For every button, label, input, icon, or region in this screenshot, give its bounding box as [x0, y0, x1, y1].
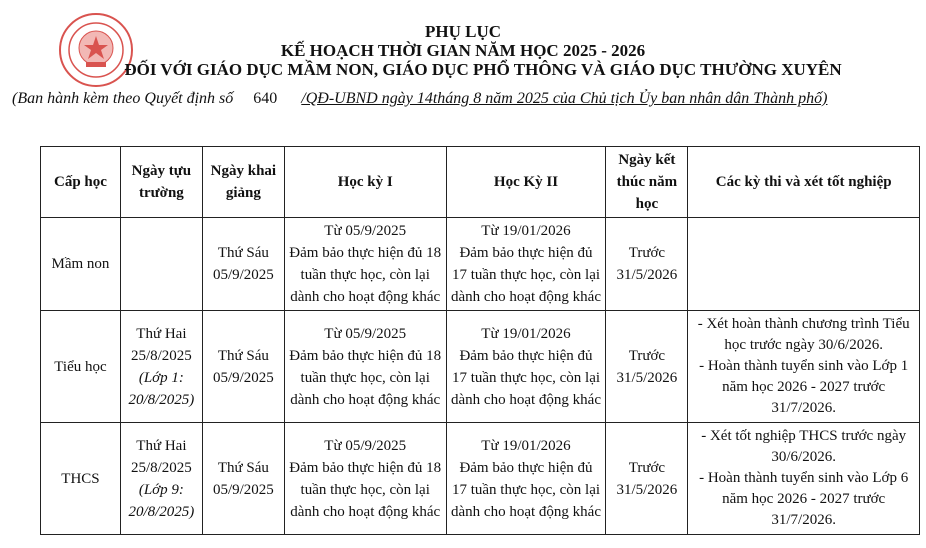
exams-cell: - Xét hoàn thành chương trình Tiểu học trước ngày 30/6/2026. - Hoàn thành tuyển sinh vào Lớp 1 năm học 2026 - 2027 trước 31/7/2026. [688, 311, 920, 423]
header-semester-2: Học Kỳ II [446, 147, 606, 218]
header-semester-1: Học kỳ I [284, 147, 446, 218]
opening-cell: Thứ Sáu 05/9/2025 [202, 218, 284, 311]
gathering-cell: Thứ Hai 25/8/2025 (Lớp 9: 20/8/2025) [120, 423, 202, 535]
end-cell: Trước 31/5/2026 [606, 218, 688, 311]
header-level: Cấp học [41, 147, 121, 218]
table-row [41, 423, 920, 535]
exams-cell [688, 218, 920, 311]
semester-2-cell: Từ 19/01/2026 Đảm bảo thực hiện đủ 17 tuần thực học, còn lại dành cho hoạt động khác [446, 423, 606, 535]
plan-scope: ĐỐI VỚI GIÁO DỤC MẦM NON, GIÁO DỤC PHỔ THÔNG VÀ GIÁO DỤC THƯỜNG XUYÊN [124, 60, 842, 79]
gathering-cell: Thứ Hai 25/8/2025 (Lớp 1: 20/8/2025) [120, 311, 202, 423]
end-cell: Trước 31/5/2026 [606, 311, 688, 423]
semester-1-cell: Từ 05/9/2025 Đảm bảo thực hiện đủ 18 tuần thực học, còn lại dành cho hoạt động khác [284, 311, 446, 423]
decision-text-1: (Ban hành kèm theo Quyết định số [12, 90, 234, 107]
plan-title: KẾ HOẠCH THỜI GIAN NĂM HỌC 2025 - 2026 [280, 41, 646, 60]
document-header [0, 22, 926, 79]
table-row [41, 311, 920, 423]
decision-text-2: /QĐ-UBND ngày 14tháng 8 năm 2025 của Chủ tịch Ủy ban nhân dân Thành phố) [301, 90, 828, 107]
semester-2-cell: Từ 19/01/2026 Đảm bảo thực hiện đủ 17 tuần thực học, còn lại dành cho hoạt động khác [446, 218, 606, 311]
exams-cell: - Xét tốt nghiệp THCS trước ngày 30/6/2026. - Hoàn thành tuyển sinh vào Lớp 6 năm học 2026 - 2027 trước 31/7/2026. [688, 423, 920, 535]
appendix-title: PHỤ LỤC [424, 22, 502, 41]
level-cell: Tiểu học [41, 311, 121, 423]
header-gathering: Ngày tựu trường [120, 147, 202, 218]
semester-1-cell: Từ 05/9/2025 Đảm bảo thực hiện đủ 18 tuần thực học, còn lại dành cho hoạt động khác [284, 423, 446, 535]
semester-1-cell: Từ 05/9/2025 Đảm bảo thực hiện đủ 18 tuần thực học, còn lại dành cho hoạt động khác [284, 218, 446, 311]
decision-number: 640 [253, 90, 278, 107]
level-cell: THCS [41, 423, 121, 535]
header-opening: Ngày khai giảng [202, 147, 284, 218]
gathering-cell [120, 218, 202, 311]
opening-cell: Thứ Sáu 05/9/2025 [202, 423, 284, 535]
decision-reference [12, 90, 922, 108]
level-cell: Mầm non [41, 218, 121, 311]
header-exams: Các kỳ thi và xét tốt nghiệp [688, 147, 920, 218]
opening-cell: Thứ Sáu 05/9/2025 [202, 311, 284, 423]
semester-2-cell: Từ 19/01/2026 Đảm bảo thực hiện đủ 17 tuần thực học, còn lại dành cho hoạt động khác [446, 311, 606, 423]
school-year-plan-table [40, 146, 920, 535]
table-header-row [41, 147, 920, 218]
header-end: Ngày kết thúc năm học [606, 147, 688, 218]
end-cell: Trước 31/5/2026 [606, 423, 688, 535]
table-row [41, 218, 920, 311]
